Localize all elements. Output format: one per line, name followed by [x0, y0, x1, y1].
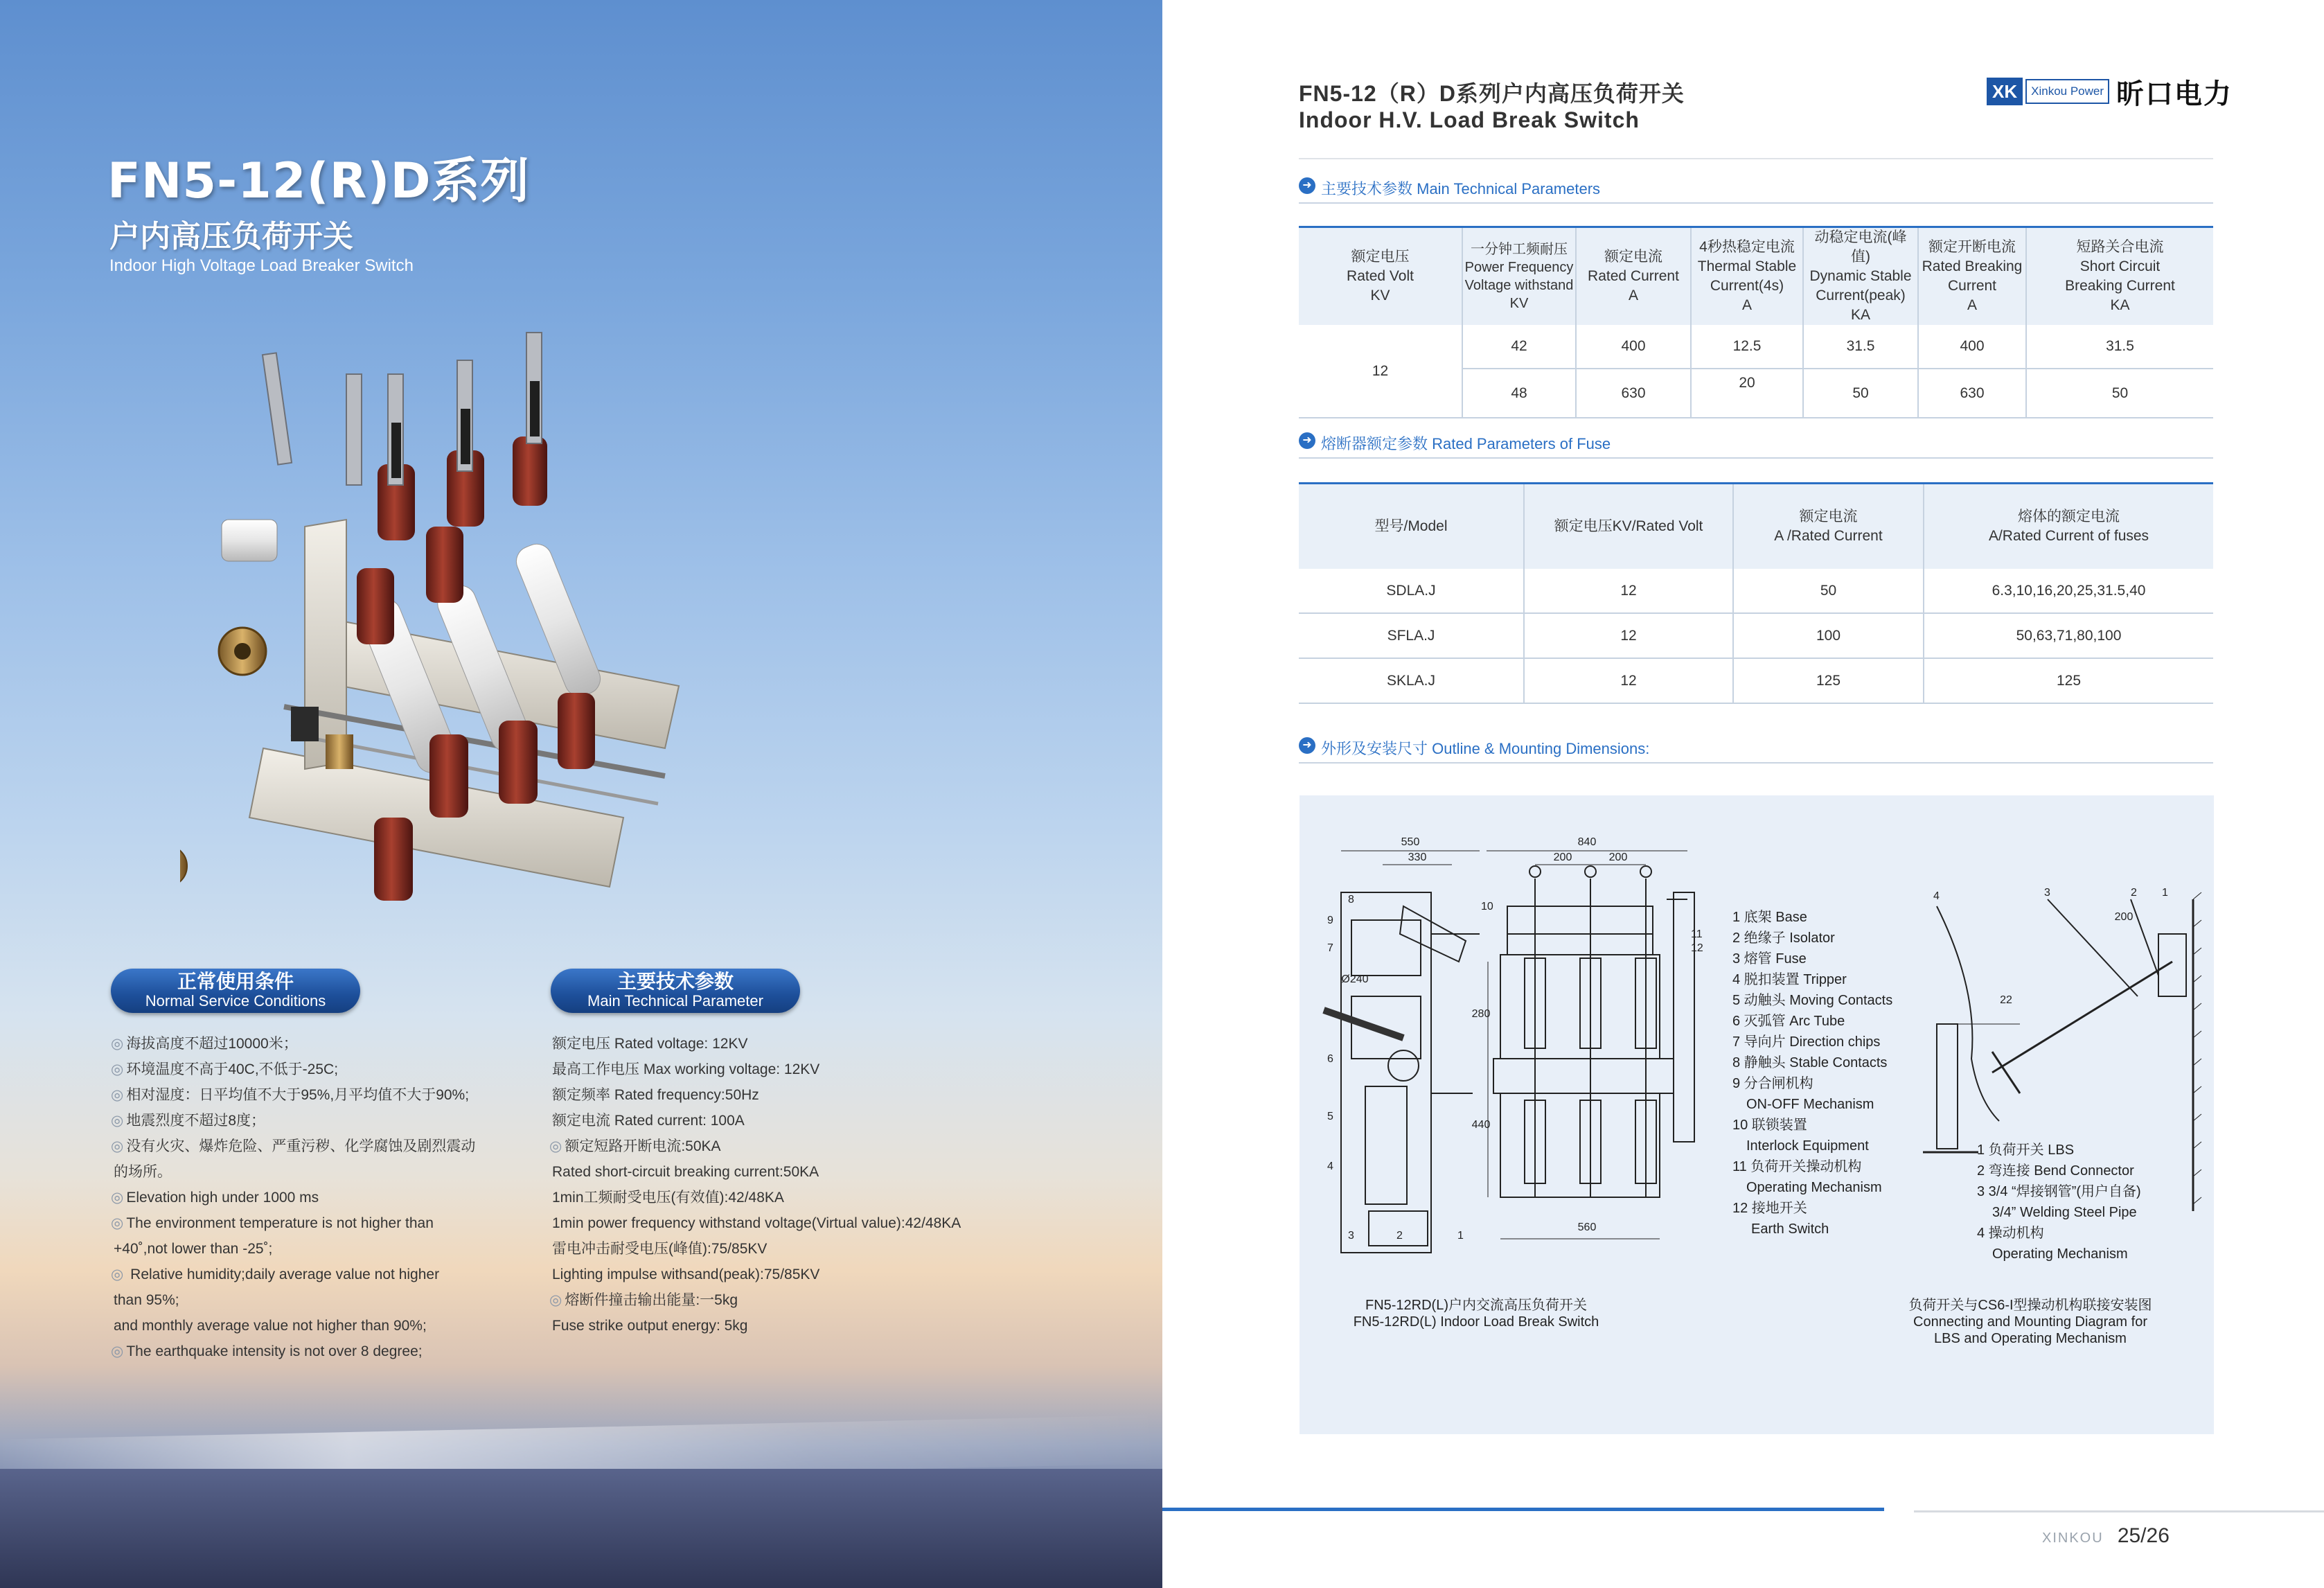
part-label: 4 脱扣装置 Tripper — [1732, 972, 1847, 987]
dim-label: 550 — [1401, 836, 1420, 848]
col-header-rated-current: 额定电流 Rated Current A — [1576, 227, 1691, 326]
table-cell: 100 — [1733, 613, 1924, 658]
params-heading-en: Main Technical Parameter — [587, 992, 763, 1009]
conditions-heading — [111, 969, 360, 1013]
list-item: ◎ The environment temperature is not higher than — [111, 1215, 434, 1231]
table-cell: 50,63,71,80,100 — [1924, 613, 2213, 658]
section-title: 外形及安装尺寸 Outline & Mounting Dimensions: — [1321, 740, 1650, 757]
list-item: 额定电流 Rated current: 100A — [552, 1113, 745, 1129]
table-cell: 630 — [1918, 369, 2026, 418]
col-header-breaking: 额定开断电流 Rated Breaking Current A — [1918, 227, 2026, 326]
list-item: 1min工频耐受电压(有效值):42/48KA — [552, 1190, 784, 1206]
list-item: +40˚,not lower than -25˚; — [114, 1241, 273, 1257]
table-cell: 48 — [1462, 369, 1576, 418]
dimension-drawing — [1300, 795, 2214, 1434]
list-item: Fuse strike output energy: 5kg — [552, 1318, 748, 1334]
list-item: 的场所。 — [114, 1164, 172, 1180]
table-cell: 12 — [1524, 569, 1733, 613]
fuse-parameters-table — [1299, 482, 2213, 704]
table-cell: 12 — [1524, 658, 1733, 703]
dimension-drawing-panel — [1300, 795, 2214, 1434]
drawing-caption: 负荷开关与CS6-I型操动机构联接安装图 — [1908, 1298, 2152, 1313]
part-label: 6 灭弧管 Arc Tube — [1732, 1014, 1845, 1029]
part-label: 3/4” Welding Steel Pipe — [1992, 1205, 2137, 1220]
part-label: Interlock Equipment — [1746, 1138, 1869, 1154]
table-cell: 400 — [1918, 325, 2026, 369]
table-cell: 400 — [1576, 325, 1691, 369]
col-header-rated-volt: 额定电压KV/Rated Volt — [1524, 484, 1733, 570]
logo-mark: XK — [1987, 78, 2023, 105]
leader-number: 1 — [2162, 887, 2168, 899]
params-heading-cn: 主要技术参数 — [617, 971, 734, 992]
header-divider — [1299, 158, 2213, 159]
load-break-switch-illustration — [180, 319, 734, 984]
cell-rated-volt: 12 — [1299, 325, 1462, 418]
page-title-cn: FN5-12（R）D系列户内高压负荷开关 — [1299, 81, 1685, 106]
dark-foreground — [0, 1469, 1162, 1588]
col-header-short-circuit: 短路关合电流 Short Circuit Breaking Current KA — [2026, 227, 2213, 326]
table-cell: 50 — [1733, 569, 1924, 613]
table-row — [1299, 658, 2213, 703]
leader-number: 4 — [1933, 890, 1940, 902]
part-label: 5 动触头 Moving Contacts — [1732, 993, 1893, 1008]
leader-number: 4 — [1327, 1161, 1333, 1172]
section-title: 熔断器额定参数 Rated Parameters of Fuse — [1321, 435, 1611, 452]
footer-rule — [1914, 1510, 2324, 1512]
leader-number: 5 — [1327, 1111, 1333, 1122]
list-item: ◎ 海拔高度不超过10000米； — [111, 1036, 298, 1052]
table-cell: 50 — [1803, 369, 1918, 418]
part-label: 4 操动机构 — [1977, 1226, 2044, 1241]
cell-thermal-merged: 20 — [1691, 369, 1803, 418]
footer-brand: XINKOU — [2042, 1530, 2104, 1546]
side-view — [1324, 892, 1480, 1253]
col-header-rated-current: 额定电流 A /Rated Current — [1733, 484, 1924, 570]
table-row — [1299, 569, 2213, 613]
list-item: ◎ Elevation high under 1000 ms — [111, 1190, 319, 1206]
dim-label: 330 — [1408, 852, 1427, 863]
dim-label: 280 — [1471, 1008, 1491, 1020]
leader-number: 8 — [1348, 894, 1354, 906]
col-header-dynamic: 动稳定电流(峰值) Dynamic Stable Current(peak) KA — [1803, 227, 1918, 326]
right-page — [1162, 0, 2324, 1588]
table-cell: 12 — [1524, 613, 1733, 658]
leader-number: 2 — [2131, 887, 2137, 899]
table-cell: 12.5 — [1691, 325, 1803, 369]
dim-label: 200 — [1608, 852, 1628, 863]
part-label: 7 导向片 Direction chips — [1732, 1034, 1881, 1050]
leader-number: 2 — [1396, 1230, 1403, 1242]
part-label: 8 静触头 Stable Contacts — [1732, 1055, 1888, 1070]
section-dimensions — [1299, 734, 2213, 764]
table-cell: 630 — [1576, 369, 1691, 418]
part-label: ON-OFF Mechanism — [1746, 1097, 1874, 1112]
dim-label: Ø240 — [1341, 973, 1369, 985]
page-footer — [2042, 1524, 2170, 1548]
list-item: ◎ 环境温度不高于40C,不低于-25C; — [111, 1061, 339, 1077]
part-label: 12 接地开关 — [1732, 1201, 1807, 1216]
page-title-en: Indoor H.V. Load Break Switch — [1299, 107, 1640, 132]
main-parameters-table — [1299, 226, 2213, 418]
arrow-bullet-icon: ➜ — [1299, 432, 1315, 449]
params-list — [549, 1031, 1034, 1339]
leader-number: 12 — [1691, 942, 1703, 954]
dim-label: 200 — [2114, 911, 2134, 923]
col-header-fuse-current: 熔体的额定电流 A/Rated Current of fuses — [1924, 484, 2213, 570]
leader-number: 3 — [2044, 887, 2050, 899]
leader-number: 10 — [1481, 901, 1493, 912]
part-label: 2 弯连接 Bend Connector — [1977, 1163, 2134, 1179]
list-item: ◎ 熔断件撞击输出能量:一5kg — [549, 1292, 738, 1308]
leader-number: 3 — [1348, 1230, 1354, 1242]
list-item: ◎ 额定短路开断电流:50KA — [549, 1138, 721, 1154]
dim-label: 560 — [1577, 1221, 1597, 1233]
list-item: 额定频率 Rated frequency:50Hz — [552, 1087, 759, 1103]
table-cell: 125 — [1924, 658, 2213, 703]
part-label: 1 底架 Base — [1732, 910, 1807, 925]
list-item: 额定电压 Rated voltage: 12KV — [552, 1036, 748, 1052]
series-subtitle-cn: 户内高压负荷开关 — [109, 219, 353, 254]
table-cell: 31.5 — [2026, 325, 2213, 369]
part-label: Operating Mechanism — [1992, 1246, 2128, 1262]
table-cell: SDLA.J — [1299, 569, 1524, 613]
list-item: 雷电冲击耐受电压(峰值):75/85KV — [552, 1241, 768, 1257]
part-label: Earth Switch — [1751, 1221, 1829, 1237]
params-heading — [551, 969, 800, 1013]
list-item: 最高工作电压 Max working voltage: 12KV — [552, 1061, 820, 1077]
arrow-bullet-icon: ➜ — [1299, 737, 1315, 754]
table-header-row — [1299, 227, 2213, 326]
dim-label: 22 — [2000, 994, 2012, 1006]
list-item: ◎ 没有火灾、爆炸危险、严重污秽、化学腐蚀及剧烈震动 — [111, 1138, 476, 1154]
part-label: 3 3/4 “焊接钢管”(用户自备) — [1977, 1184, 2141, 1199]
footer-rule-accent — [1162, 1508, 1884, 1511]
table-cell: SKLA.J — [1299, 658, 1524, 703]
leader-number: 9 — [1327, 915, 1333, 926]
part-label: 10 联锁装置 — [1732, 1118, 1807, 1133]
part-label: 9 分合闸机构 — [1732, 1076, 1813, 1091]
table-cell: SFLA.J — [1299, 613, 1524, 658]
section-title: 主要技术参数 Main Technical Parameters — [1321, 180, 1601, 197]
dim-label: 440 — [1471, 1119, 1491, 1131]
table-row — [1299, 613, 2213, 658]
leader-number: 1 — [1457, 1230, 1464, 1242]
table-cell: 31.5 — [1803, 325, 1918, 369]
arrow-bullet-icon: ➜ — [1299, 177, 1315, 194]
series-subtitle-en: Indoor High Voltage Load Breaker Switch — [109, 256, 414, 275]
list-item: and monthly average value not higher than 90%; — [114, 1318, 427, 1334]
logo-text-en: Xinkou Power — [2025, 79, 2109, 104]
leader-number: 7 — [1327, 942, 1333, 954]
table-cell: 42 — [1462, 325, 1576, 369]
col-header-rated-volt: 额定电压 Rated Volt KV — [1299, 227, 1462, 326]
table-cell: 6.3,10,16,20,25,31.5,40 — [1924, 569, 2213, 613]
drawing-caption: FN5-12RD(L) Indoor Load Break Switch — [1353, 1314, 1599, 1330]
list-item: ◎ 相对湿度：日平均值不大于95%,月平均值不大于90%; — [111, 1087, 470, 1103]
list-item: Rated short-circuit breaking current:50KA — [552, 1164, 819, 1180]
section-main-params — [1299, 175, 2213, 204]
drawing-caption: Connecting and Mounting Diagram for — [1913, 1314, 2147, 1330]
conditions-heading-en: Normal Service Conditions — [145, 992, 326, 1009]
table-header-row — [1299, 484, 2213, 570]
part-label: 1 负荷开关 LBS — [1977, 1143, 2075, 1158]
table-row — [1299, 325, 2213, 369]
table-cell: 50 — [2026, 369, 2213, 418]
list-item: ◎ The earthquake intensity is not over 8 degree; — [111, 1343, 423, 1359]
series-title: FN5-12(R)D系列 — [107, 152, 530, 209]
front-view — [1493, 866, 1694, 1239]
list-item: ◎ 地震烈度不超过8度； — [111, 1113, 266, 1129]
leader-number: 11 — [1691, 928, 1703, 940]
list-item: Lighting impulse withsand(peak):75/85KV — [552, 1267, 820, 1282]
conditions-heading-cn: 正常使用条件 — [177, 971, 294, 992]
part-label: 2 绝缘子 Isolator — [1732, 930, 1835, 946]
col-header-power-freq: 一分钟工频耐压 Power Frequency Voltage withstand KV — [1462, 227, 1576, 326]
section-fuse-params — [1299, 430, 2213, 459]
table-cell: 125 — [1733, 658, 1924, 703]
dim-label: 840 — [1577, 836, 1597, 848]
list-item: than 95%; — [114, 1292, 179, 1308]
brand-logo — [1987, 76, 2233, 110]
col-header-thermal: 4秒热稳定电流 Thermal Stable Current(4s) A — [1691, 227, 1803, 326]
leader-number: 6 — [1327, 1053, 1333, 1065]
list-item: 1min power frequency withstand voltage(Virtual value):42/48KA — [552, 1215, 961, 1231]
dim-label: 200 — [1553, 852, 1572, 863]
page-number: 25/26 — [2117, 1524, 2170, 1547]
part-label: 11 负荷开关操动机构 — [1732, 1159, 1862, 1174]
col-header-model: 型号/Model — [1299, 484, 1524, 570]
drawing-caption: LBS and Operating Mechanism — [1934, 1331, 2127, 1346]
part-label: 3 熔管 Fuse — [1732, 951, 1807, 967]
logo-text-cn: 昕口电力 — [2116, 78, 2233, 110]
conditions-list — [111, 1031, 526, 1364]
part-label: Operating Mechanism — [1746, 1180, 1882, 1195]
drawing-caption: FN5-12RD(L)户内交流高压负荷开关 — [1365, 1298, 1588, 1313]
list-item: ◎ Relative humidity;daily average value not higher — [111, 1267, 440, 1282]
